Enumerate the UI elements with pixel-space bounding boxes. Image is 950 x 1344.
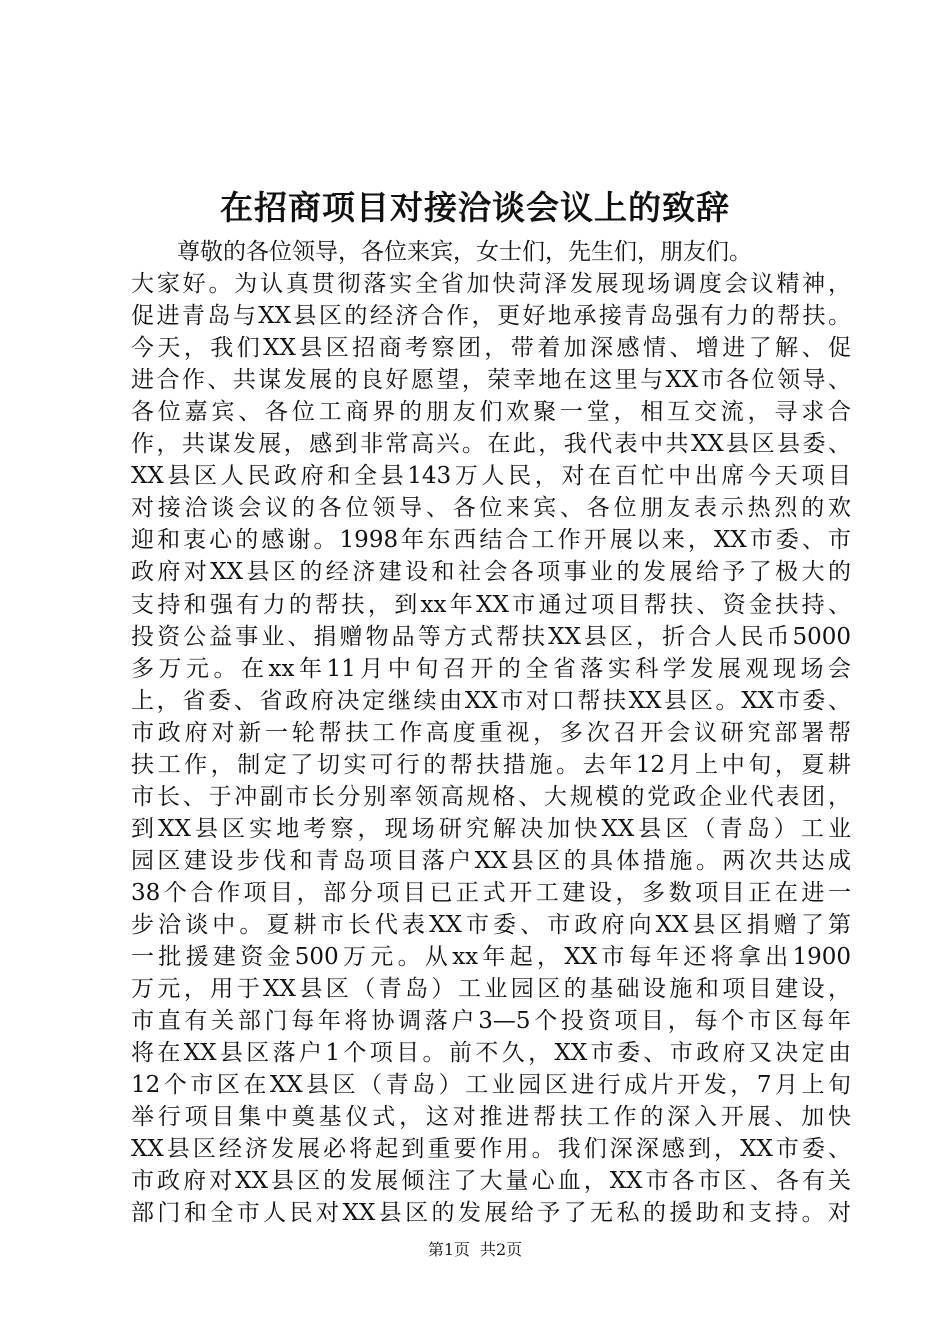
body-line: 投资公益事业、捐赠物品等方式帮扶XX县区，折合人民币5000 (131, 623, 851, 650)
body-line: 步洽谈中。夏耕市长代表XX市委、市政府向XX县区捐赠了第 (131, 911, 851, 938)
body-line: 支持和强有力的帮扶，到xx年XX市通过项目帮扶、资金扶持、 (131, 591, 851, 618)
body-line: 市政府对新一轮帮扶工作高度重视，多次召开会议研究部署帮 (131, 719, 851, 746)
body-line: 多万元。在xx年11月中旬召开的全省落实科学发展观现场会 (131, 655, 851, 682)
body-line: 大家好。为认真贯彻落实全省加快菏泽发展现场调度会议精神， (131, 271, 851, 298)
page-number: 第1页 (427, 1240, 470, 1259)
body-line: 尊敬的各位领导，各位来宾，女士们，先生们，朋友们。 (177, 239, 752, 265)
body-line: 迎和衷心的感谢。1998年东西结合工作开展以来，XX市委、市 (131, 527, 851, 554)
body-line: 促进青岛与XX县区的经济合作，更好地承接青岛强有力的帮扶。 (131, 303, 851, 330)
body-line: 政府对XX县区的经济建设和社会各项事业的发展给予了极大的 (131, 559, 851, 586)
body-line: 市直有关部门每年将协调落户3—5个投资项目，每个市区每年 (131, 1008, 851, 1035)
body-line: 各位嘉宾、各位工商界的朋友们欢聚一堂，相互交流，寻求合 (131, 399, 851, 426)
document-title: 在招商项目对接洽谈会议上的致辞 (220, 188, 730, 227)
body-line: 12个市区在XX县区（青岛）工业园区进行成片开发，7月上旬 (131, 1072, 851, 1099)
document-body (131, 236, 851, 1229)
body-line: 今天，我们XX县区招商考察团，带着加深感情、增进了解、促 (131, 335, 851, 362)
body-line: 将在XX县区落户1个项目。前不久，XX市委、市政府又决定由 (131, 1040, 851, 1067)
body-line: 市政府对XX县区的发展倾注了大量心血，XX市各市区、各有关 (131, 1168, 851, 1195)
body-line: 万元，用于XX县区（青岛）工业园区的基础设施和项目建设， (131, 976, 851, 1003)
body-line: 对接洽谈会议的各位领导、各位来宾、各位朋友表示热烈的欢 (131, 495, 851, 522)
body-line: 到XX县区实地考察，现场研究解决加快XX县区（青岛）工业 (131, 815, 851, 842)
body-line: 部门和全市人民对XX县区的发展给予了无私的援助和支持。对 (131, 1200, 851, 1227)
body-line: 上，省委、省政府决定继续由XX市对口帮扶XX县区。XX市委、 (131, 687, 851, 714)
page-total: 共2页 (480, 1240, 523, 1259)
body-line: 扶工作，制定了切实可行的帮扶措施。去年12月上中旬，夏耕 (131, 751, 851, 778)
body-line: 进合作、共谋发展的良好愿望，荣幸地在这里与XX市各位领导、 (131, 367, 851, 394)
body-line: XX县区人民政府和全县143万人民，对在百忙中出席今天项目 (131, 463, 851, 490)
body-line: 市长、于冲副市长分别率领高规格、大规模的党政企业代表团， (131, 783, 851, 810)
page-footer (0, 1240, 950, 1260)
body-line: 作，共谋发展，感到非常高兴。在此，我代表中共XX县区县委、 (131, 431, 851, 458)
body-line: 38个合作项目，部分项目已正式开工建设，多数项目正在进一 (131, 879, 851, 906)
body-line: 举行项目集中奠基仪式，这对推进帮扶工作的深入开展、加快 (131, 1104, 851, 1131)
body-line: 园区建设步伐和青岛项目落户XX县区的具体措施。两次共达成 (131, 847, 851, 874)
body-line: XX县区经济发展必将起到重要作用。我们深深感到，XX市委、 (131, 1136, 851, 1163)
body-line: 一批援建资金500万元。从xx年起，XX市每年还将拿出1900 (131, 944, 851, 971)
